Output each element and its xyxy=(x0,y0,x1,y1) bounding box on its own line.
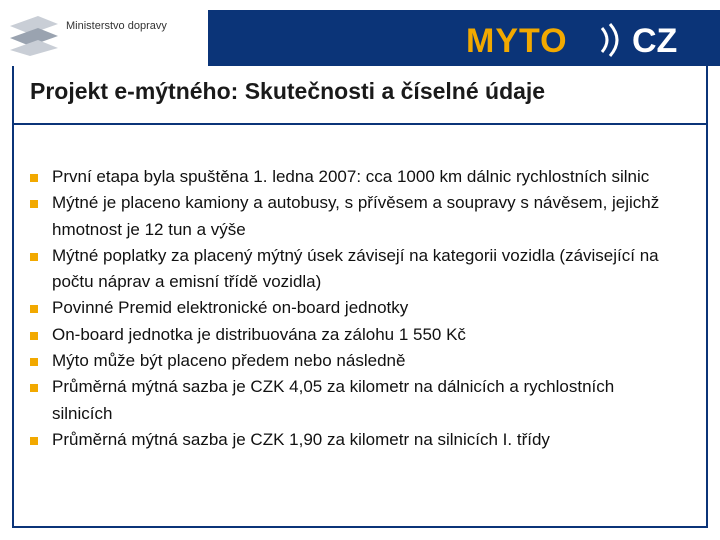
cz-logo-text: CZ xyxy=(632,22,678,60)
page-title: Projekt e-mýtného: Skutečnosti a číselné údaje xyxy=(30,78,546,104)
bullet-list xyxy=(30,164,670,453)
bullet-square-icon xyxy=(30,332,38,340)
list-item: Mýto může být placeno předem nebo následně xyxy=(30,348,670,374)
list-item: On-board jednotka je distribuována za zálohu 1 550 Kč xyxy=(30,322,670,348)
list-item: Průměrná mýtná sazba je CZK 1,90 za kilometr na silnicích I. třídy xyxy=(30,427,670,453)
bullet-square-icon xyxy=(30,253,38,261)
list-item: Mýtné poplatky za placený mýtný úsek závisejí na kategorii vozidla (závisející na počtu náprav a emisní třídě vozidla) xyxy=(30,243,670,296)
header xyxy=(0,0,720,66)
myto-cz-logo xyxy=(466,20,696,60)
bullet-square-icon xyxy=(30,437,38,445)
signal-waves-icon xyxy=(602,24,617,56)
ministry-branding xyxy=(0,0,208,66)
bullet-square-icon xyxy=(30,200,38,208)
bullet-square-icon xyxy=(30,358,38,366)
list-item: Povinné Premid elektronické on-board jednotky xyxy=(30,295,670,321)
list-item: Mýtné je placeno kamiony a autobusy, s přívěsem a soupravy s návěsem, jejichž hmotnost je 12 tun a výše xyxy=(30,190,670,243)
list-item: Průměrná mýtná sazba je CZK 4,05 za kilometr na dálnicích a rychlostních silnicích xyxy=(30,374,670,427)
title-divider xyxy=(12,123,708,125)
ministry-logo-icon xyxy=(8,14,60,56)
myto-logo-text: MYTO xyxy=(466,22,568,60)
bullet-square-icon xyxy=(30,305,38,313)
list-item: První etapa byla spuštěna 1. ledna 2007: cca 1000 km dálnic rychlostních silnic xyxy=(30,164,670,190)
bullet-square-icon xyxy=(30,384,38,392)
ministry-name: Ministerstvo dopravy xyxy=(66,20,167,32)
bullet-square-icon xyxy=(30,174,38,182)
